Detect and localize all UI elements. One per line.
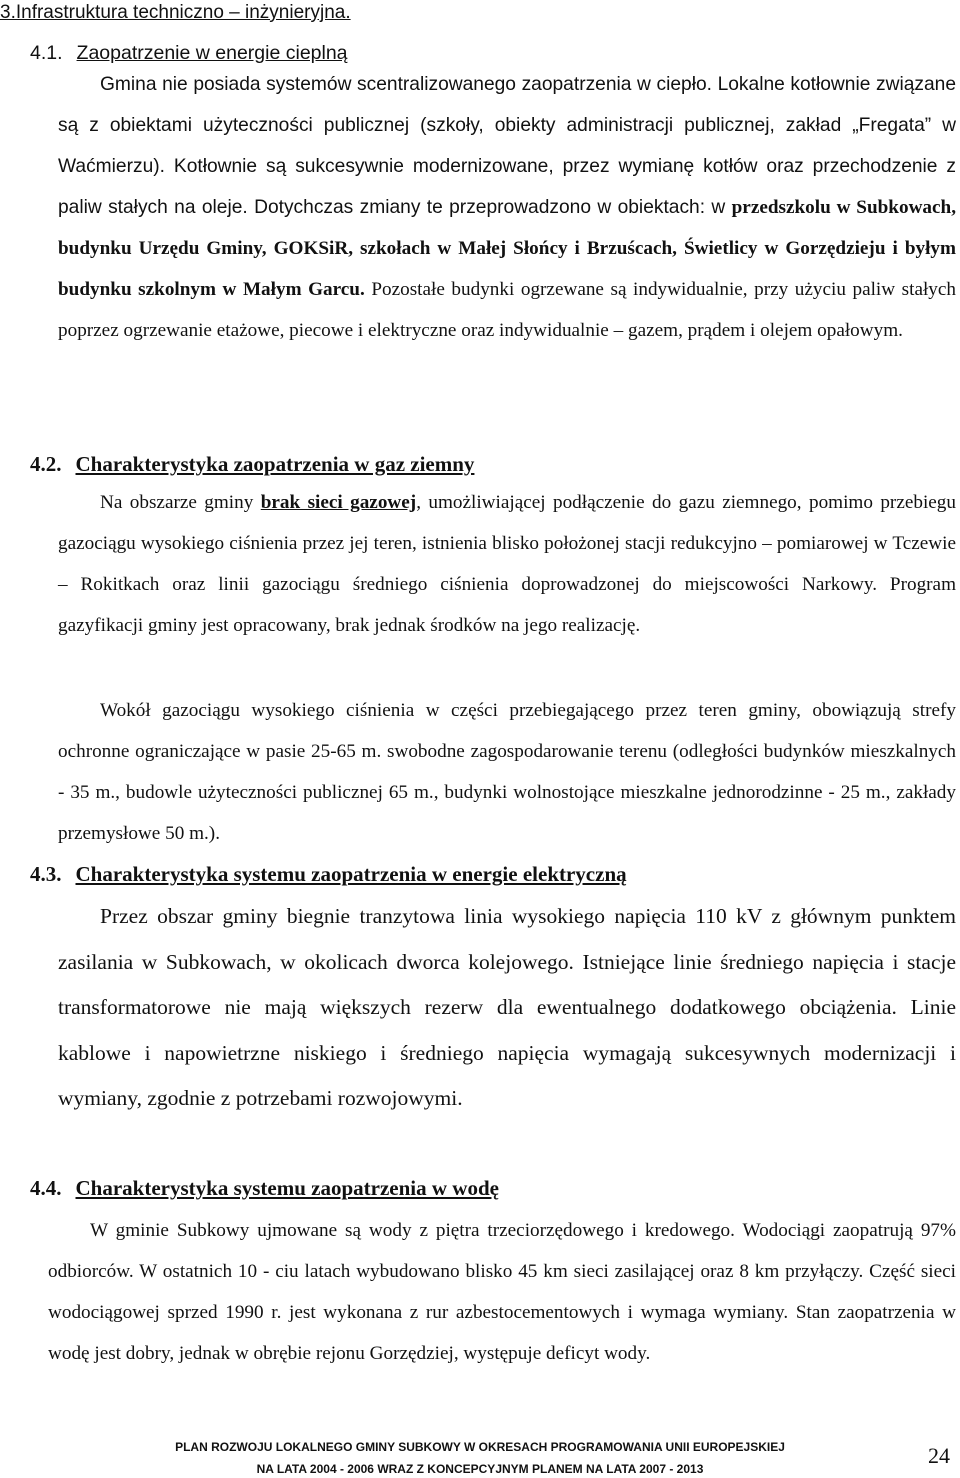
paragraph-heating: [58, 64, 956, 351]
text-run: Na obszarze gminy: [100, 492, 261, 513]
bold-text-run: przedszkolu w Subkowach, budynku Urzędu Gminy, GOKSiR, szkołach w Małej Słońcy i Brzuścach, Świetlicy w Gorzędzieju i byłym budynku szkolnym w Małym Garcu.: [58, 197, 957, 300]
page-number: 24: [928, 1443, 950, 1468]
chapter-title: 3.Infrastruktura techniczno – inżynieryjna.: [0, 2, 351, 23]
section-number: 4.2.: [30, 452, 62, 476]
paragraph-water: W gminie Subkowy ujmowane są wody z piętra trzeciorzędowego i kredowego. Wodociągi zaopatrują 97% odbiorców. W ostatnich 10 - ciu latach wybudowano blisko 45 km sieci zasilającej oraz 8 km przyłączy. Część sieci wodociągowej sprzed 1990 r. jest wykonana z rur azbestocementowych i wymaga wymiany. Stan zaopatrzenia w wodę jest dobry, jednak w obrębie rejonu Gorzędziej, występuje deficyt wody.: [48, 1220, 956, 1364]
section-title: Zaopatrzenie w energie cieplną: [76, 42, 348, 64]
section-number: 4.3.: [30, 862, 62, 886]
section-number: 4.4.: [30, 1176, 62, 1200]
section-title: Charakterystyka systemu zaopatrzenia w energie elektryczną: [75, 862, 627, 886]
footer-line-2: NA LATA 2004 - 2006 WRAZ Z KONCEPCYJNYM PLANEM NA LATA 2007 - 2013: [256, 1462, 704, 1476]
section-title: Charakterystyka systemu zaopatrzenia w wodę: [75, 1176, 499, 1200]
text-run: Pozostałe budynki ogrzewane są indywidualnie, przy użyciu paliw stałych poprzez ogrzewanie etażowe, piecowe i elektryczne oraz indywidualnie – gazem, prądem i olejem opałowym.: [58, 279, 956, 341]
section-number: 4.1.: [30, 42, 63, 64]
text-run: Gmina nie posiada systemów scentralizowanego zaopatrzenia w ciepło. Lokalne kotłownie związane są z obiektami użyteczności publicznej (szkoły, obiekty administracji publicznej, zakład „Fregata” w Waćmierzu).: [58, 74, 956, 177]
text-run: Dotychczas zmiany te przeprowadzono w obiektach: w: [254, 197, 732, 218]
section-4-2-heading: [30, 452, 474, 477]
paragraph-gas: [58, 482, 956, 646]
bold-text-run: brak sieci gazowej: [260, 492, 417, 513]
footer-line-1: PLAN ROZWOJU LOKALNEGO GMINY SUBKOWY W OKRESACH PROGRAMOWANIA UNII EUROPEJSKIEJ: [175, 1440, 785, 1454]
paragraph-gas-zones: Wokół gazociągu wysokiego ciśnienia w części przebiegającego przez teren gminy, obowiązują strefy ochronne ograniczające w pasie 25-65 m. swobodne zagospodarowanie terenu (odległości budynków mieszkalnych - 35 m., budowle użyteczności publicznej 65 m., budynki wolnostojące mieszkalne jednorodzinne - 25 m., zakłady przemysłowe 50 m.).: [58, 700, 956, 844]
text-run: , umożliwiającej podłączenie do gazu ziemnego, pomimo przebiegu gazociągu wysokiego ciśnienia przez jej teren, istnienia blisko położonej stacji redukcyjno – pomiarowej w Tczewie – Rokitkach oraz linii gazociągu średniego ciśnienia doprowadzonej do miejscowości Narkowy. Program gazyfikacji gminy jest opracowany, brak jednak środków na jego realizację.: [58, 492, 956, 636]
paragraph-electricity: Przez obszar gminy biegnie tranzytowa linia wysokiego napięcia 110 kV z głównym punktem zasilania w Subkowach, w okolicach dworca kolejowego. Istniejące linie średniego napięcia i stacje transformatorowe nie mają większych rezerw dla ewentualnego dodatkowego obciążenia. Linie kablowe i napowietrzne niskiego i średniego napięcia wymagają sukcesywnych modernizacji i wymiany, zgodnie z potrzebami rozwojowymi.: [58, 904, 956, 1110]
text-run: Kotłownie są sukcesywnie modernizowane, przez wymianę kotłów oraz przechodzenie z paliw stałych na oleje.: [58, 156, 956, 218]
section-4-4-heading: [30, 1176, 499, 1201]
section-4-1-heading: [30, 42, 348, 65]
section-title: Charakterystyka zaopatrzenia w gaz ziemny: [75, 452, 475, 476]
section-4-3-heading: [30, 862, 627, 887]
